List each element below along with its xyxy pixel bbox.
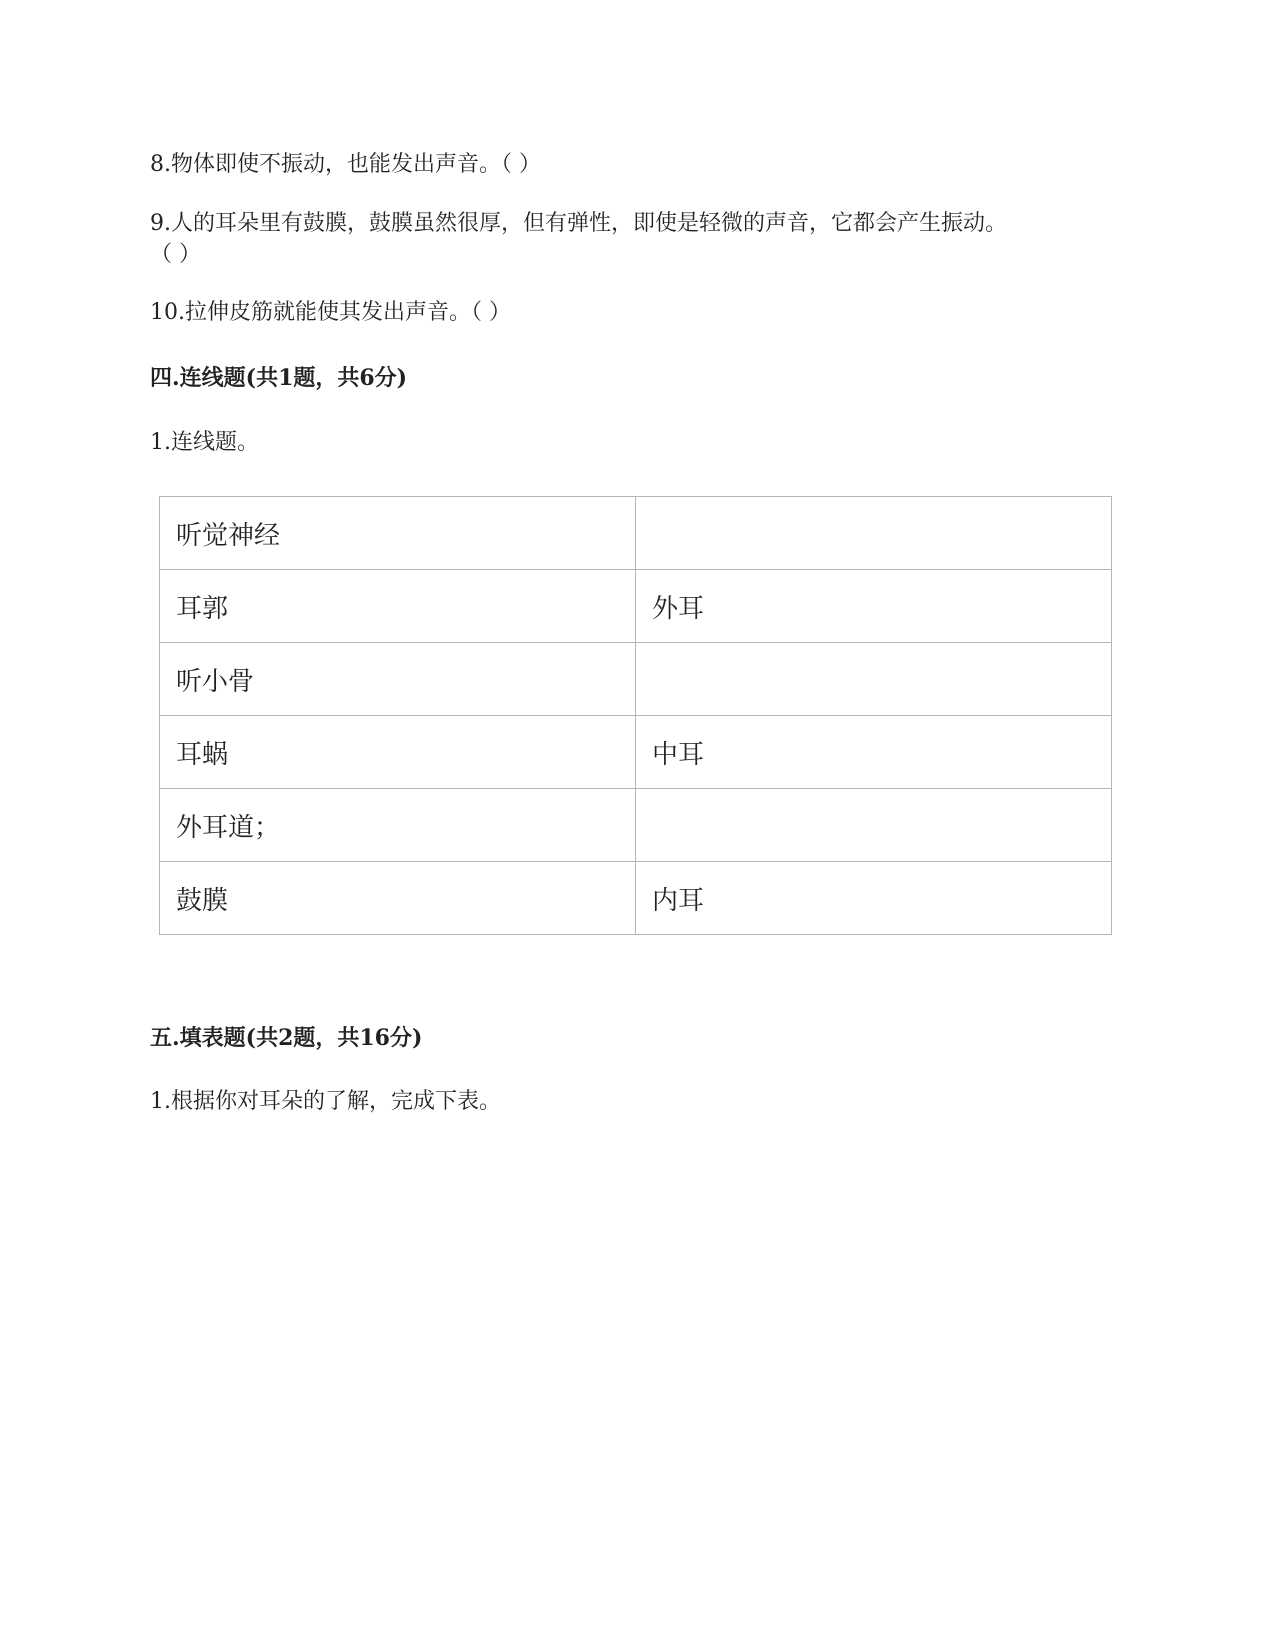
table-cell-right: 外耳 xyxy=(636,570,1112,643)
table-cell-right: 中耳 xyxy=(636,716,1112,789)
table-cell-left: 听觉神经 xyxy=(160,497,636,570)
table-cell-left: 耳郭 xyxy=(160,570,636,643)
table-cell-left: 外耳道； xyxy=(160,789,636,862)
question-9-blank: （ ） xyxy=(150,242,201,267)
table-row xyxy=(160,497,1112,570)
table-row xyxy=(160,570,1112,643)
table-cell-left: 听小骨 xyxy=(160,643,636,716)
table-cell-right xyxy=(636,497,1112,570)
table-row xyxy=(160,643,1112,716)
table-row xyxy=(160,862,1112,935)
section-4-heading: 四.连线题(共1题，共6分) xyxy=(150,365,408,391)
section-5-question-1: 1.根据你对耳朵的了解，完成下表。 xyxy=(150,1089,501,1114)
table-cell-right xyxy=(636,643,1112,716)
question-9: 9.人的耳朵里有鼓膜，鼓膜虽然很厚，但有弹性，即使是轻微的声音，它都会产生振动。 xyxy=(150,211,1007,236)
question-10: 10.拉伸皮筋就能使其发出声音。（ ） xyxy=(150,300,511,325)
table-cell-right xyxy=(636,789,1112,862)
question-8: 8.物体即使不振动，也能发出声音。（ ） xyxy=(150,152,541,177)
table-row xyxy=(160,716,1112,789)
table-cell-left: 鼓膜 xyxy=(160,862,636,935)
table-cell-left: 耳蜗 xyxy=(160,716,636,789)
table-row xyxy=(160,789,1112,862)
table-cell-right: 内耳 xyxy=(636,862,1112,935)
section-5-heading: 五.填表题(共2题，共16分) xyxy=(150,1025,423,1051)
matching-table xyxy=(159,496,1112,935)
section-4-question-1: 1.连线题。 xyxy=(150,430,259,455)
